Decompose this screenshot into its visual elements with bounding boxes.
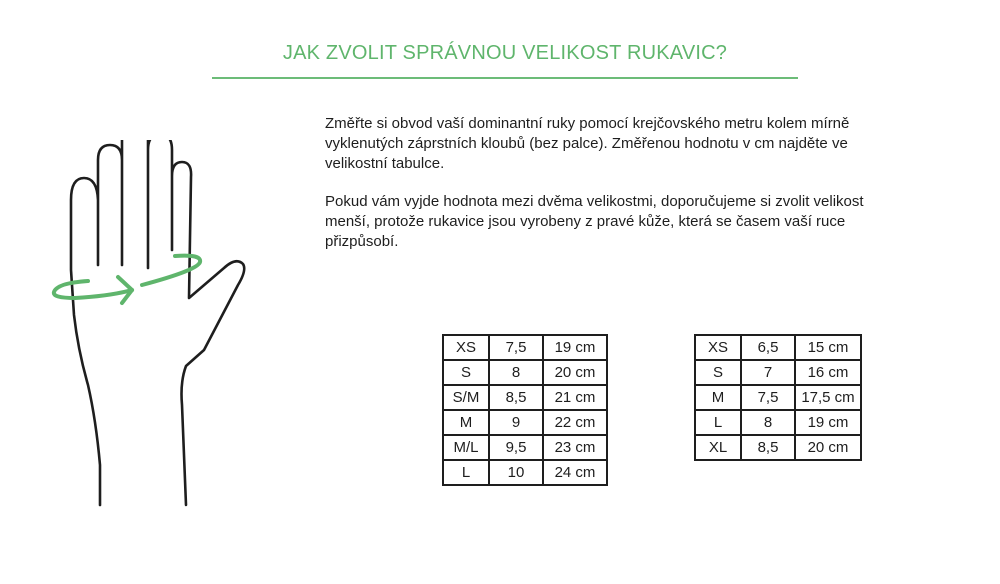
table-row [443, 410, 607, 435]
size-cell: XS [443, 335, 489, 360]
size-cell: S [695, 360, 741, 385]
number-cell: 7,5 [489, 335, 543, 360]
cm-cell: 19 cm [543, 335, 607, 360]
cm-cell: 21 cm [543, 385, 607, 410]
size-cell: M [443, 410, 489, 435]
cm-cell: 20 cm [543, 360, 607, 385]
size-cell: S [443, 360, 489, 385]
table-row [443, 435, 607, 460]
number-cell: 7 [741, 360, 795, 385]
recommendation-paragraph: Pokud vám vyjde hodnota mezi dvěma velikostmi, doporučujeme si zvolit velikost menší, protože rukavice jsou vyrobeny z pravé kůže, která se časem vaší ruce přizpůsobí. [325, 193, 864, 250]
size-table-right [694, 334, 862, 461]
hand-outline [71, 140, 244, 505]
number-cell: 10 [489, 460, 543, 485]
cm-cell: 22 cm [543, 410, 607, 435]
hand-measure-icon [40, 140, 260, 520]
number-cell: 8,5 [489, 385, 543, 410]
number-cell: 8,5 [741, 435, 795, 460]
instructions-paragraph: Změřte si obvod vaší dominantní ruky pomocí krejčovského metru kolem mírně vyklenutých záprstních kloubů (bez palce). Změřenou hodnotu v cm najděte ve velikostní tabulce. [325, 115, 850, 172]
cm-cell: 16 cm [795, 360, 861, 385]
table-row [443, 335, 607, 360]
table-row [443, 460, 607, 485]
cm-cell: 23 cm [543, 435, 607, 460]
size-cell: L [443, 460, 489, 485]
table-row [695, 335, 861, 360]
table-row [695, 435, 861, 460]
size-cell: XL [695, 435, 741, 460]
cm-cell: 20 cm [795, 435, 861, 460]
cm-cell: 17,5 cm [795, 385, 861, 410]
size-cell: XS [695, 335, 741, 360]
cm-cell: 19 cm [795, 410, 861, 435]
size-cell: M/L [443, 435, 489, 460]
cm-cell: 24 cm [543, 460, 607, 485]
number-cell: 9 [489, 410, 543, 435]
number-cell: 8 [489, 360, 543, 385]
table-row [443, 360, 607, 385]
table-row [695, 385, 861, 410]
size-cell: S/M [443, 385, 489, 410]
cm-cell: 15 cm [795, 335, 861, 360]
page-title: JAK ZVOLIT SPRÁVNOU VELIKOST RUKAVIC? [282, 42, 728, 64]
table-row [443, 385, 607, 410]
table-row [695, 360, 861, 385]
number-cell: 7,5 [741, 385, 795, 410]
size-table-left [442, 334, 608, 486]
title-divider [212, 77, 798, 79]
size-cell: L [695, 410, 741, 435]
number-cell: 6,5 [741, 335, 795, 360]
measuring-tape-icon [54, 256, 200, 303]
number-cell: 8 [741, 410, 795, 435]
table-row [695, 410, 861, 435]
size-cell: M [695, 385, 741, 410]
number-cell: 9,5 [489, 435, 543, 460]
